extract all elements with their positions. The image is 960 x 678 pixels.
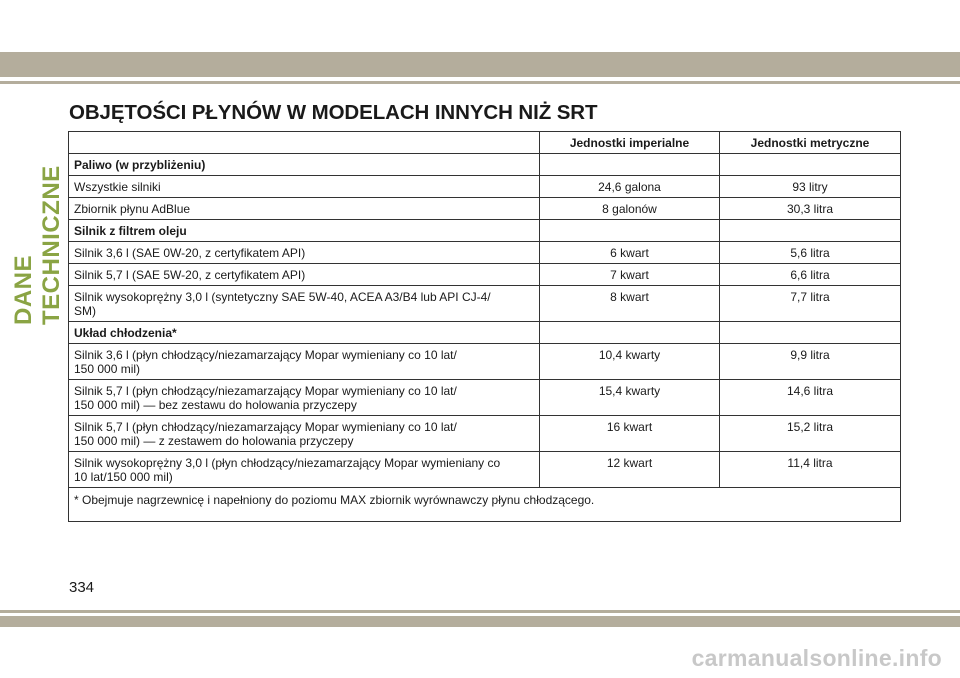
empty-cell	[540, 322, 720, 344]
imperial-value: 8 galonów	[540, 198, 720, 220]
table-header-row	[69, 132, 901, 154]
table-row	[69, 344, 901, 380]
table-row	[69, 242, 901, 264]
page-title: OBJĘTOŚCI PŁYNÓW W MODELACH INNYCH NIŻ SRT	[69, 101, 598, 124]
empty-cell	[720, 154, 901, 176]
imperial-value: 16 kwart	[540, 416, 720, 452]
imperial-value: 7 kwart	[540, 264, 720, 286]
metric-value: 30,3 litra	[720, 198, 901, 220]
header-metric-units: Jednostki metryczne	[720, 132, 901, 154]
row-label: Silnik 5,7 l (płyn chłodzący/niezamarzający Mopar wymieniany co 10 lat/ 150 000 mil) — z zestawem do holowania przyczepy	[69, 416, 540, 452]
empty-cell	[540, 220, 720, 242]
metric-value: 11,4 litra	[720, 452, 901, 488]
empty-cell	[720, 220, 901, 242]
row-label: Silnik wysokoprężny 3,0 l (syntetyczny SAE 5W-40, ACEA A3/B4 lub API CJ-4/ SM)	[69, 286, 540, 322]
table-row	[69, 380, 901, 416]
metric-value: 9,9 litra	[720, 344, 901, 380]
header-description	[69, 132, 540, 154]
imperial-value: 10,4 kwarty	[540, 344, 720, 380]
imperial-value: 15,4 kwarty	[540, 380, 720, 416]
metric-value: 5,6 litra	[720, 242, 901, 264]
row-label: Silnik 3,6 l (płyn chłodzący/niezamarzający Mopar wymieniany co 10 lat/ 150 000 mil)	[69, 344, 540, 380]
section-title: Paliwo (w przybliżeniu)	[69, 154, 540, 176]
section-title: Silnik z filtrem oleju	[69, 220, 540, 242]
bottom-decorative-band	[0, 616, 960, 627]
top-decorative-band	[0, 52, 960, 77]
table-footnote: * Obejmuje nagrzewnicę i napełniony do poziomu MAX zbiornik wyrównawczy płynu chłodzącego.	[69, 488, 901, 522]
row-label: Silnik 5,7 l (SAE 5W-20, z certyfikatem API)	[69, 264, 540, 286]
metric-value: 7,7 litra	[720, 286, 901, 322]
metric-value: 6,6 litra	[720, 264, 901, 286]
empty-cell	[720, 322, 901, 344]
row-label: Wszystkie silniki	[69, 176, 540, 198]
metric-value: 15,2 litra	[720, 416, 901, 452]
row-label: Zbiornik płynu AdBlue	[69, 198, 540, 220]
header-imperial-units: Jednostki imperialne	[540, 132, 720, 154]
table-row	[69, 198, 901, 220]
section-row-fuel	[69, 154, 901, 176]
imperial-value: 12 kwart	[540, 452, 720, 488]
page-number: 334	[69, 579, 95, 596]
row-label: Silnik 3,6 l (SAE 0W-20, z certyfikatem API)	[69, 242, 540, 264]
site-watermark: carmanualsonline.info	[691, 645, 942, 671]
table-row	[69, 176, 901, 198]
row-label: Silnik 5,7 l (płyn chłodzący/niezamarzający Mopar wymieniany co 10 lat/ 150 000 mil) — bez zestawu do holowania przyczepy	[69, 380, 540, 416]
table-row	[69, 286, 901, 322]
footnote-row	[69, 488, 901, 522]
table-row	[69, 452, 901, 488]
fluid-capacities-table	[68, 131, 901, 522]
metric-value: 93 litry	[720, 176, 901, 198]
imperial-value: 6 kwart	[540, 242, 720, 264]
bottom-divider-line	[0, 610, 960, 613]
section-side-label: DANE TECHNICZNE	[10, 165, 65, 325]
table-row	[69, 416, 901, 452]
imperial-value: 24,6 galona	[540, 176, 720, 198]
metric-value: 14,6 litra	[720, 380, 901, 416]
imperial-value: 8 kwart	[540, 286, 720, 322]
empty-cell	[540, 154, 720, 176]
row-label: Silnik wysokoprężny 3,0 l (płyn chłodzący/niezamarzający Mopar wymieniany co 10 lat/150 000 mil)	[69, 452, 540, 488]
section-title: Układ chłodzenia*	[69, 322, 540, 344]
section-row-engine-oil	[69, 220, 901, 242]
table-row	[69, 264, 901, 286]
top-divider-line	[0, 81, 960, 84]
section-row-cooling-system	[69, 322, 901, 344]
